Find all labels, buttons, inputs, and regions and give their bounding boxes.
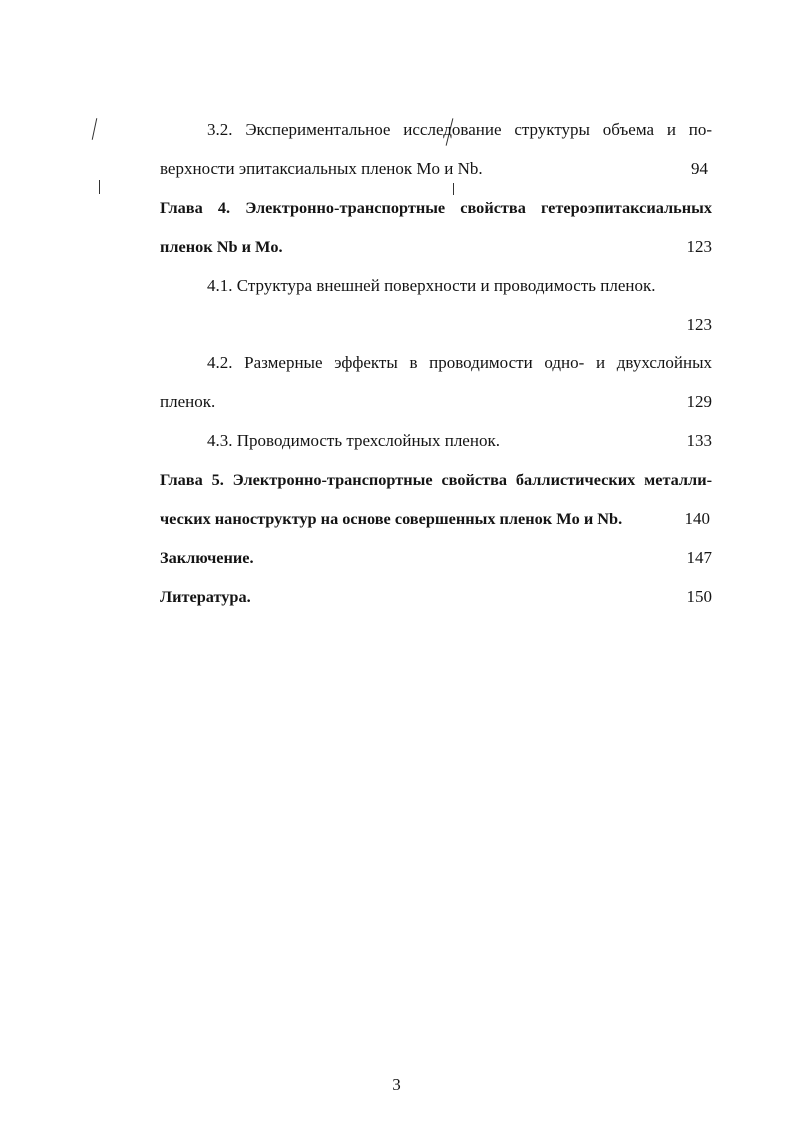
toc-entry-references: Литература. (160, 587, 251, 606)
page-number: 3 (392, 1075, 401, 1094)
toc-entry-4-2-page: 129 (686, 392, 712, 411)
toc-entry-3-2-line1: 3.2. Экспериментальное исследование структуры объема и по- (207, 120, 712, 139)
toc-entry-3-2-line2: верхности эпитаксиальных пленок Mo и Nb. (160, 159, 483, 178)
toc-entry-chapter5-line1: Глава 5. Электронно-транспортные свойства баллистических металли- (160, 470, 712, 489)
scan-artifact (99, 180, 100, 194)
toc-entry-4-2-line1: 4.2. Размерные эффекты в проводимости одно- и двухслойных (207, 353, 712, 372)
toc-entry-4-1-page: 123 (686, 315, 712, 334)
scan-artifact (453, 183, 454, 195)
toc-entry-chapter5-line2: ческих наноструктур на основе совершенных пленок Mo и Nb. (160, 509, 623, 528)
toc-entry-4-1-line1: 4.1. Структура внешней поверхности и проводимость пленок. (207, 276, 656, 295)
toc-entry-4-2-line2: пленок. (160, 392, 216, 411)
toc-entry-conclusion-page: 147 (686, 548, 712, 567)
toc-entry-chapter5-page: 140 (684, 509, 710, 528)
toc-entry-3-2-page: 94 (691, 159, 708, 178)
toc-entry-conclusion: Заключение. (160, 548, 254, 567)
toc-entry-references-page: 150 (686, 587, 712, 606)
toc-entry-chapter4-page: 123 (686, 237, 712, 256)
toc-entry-4-3-line1: 4.3. Проводимость трехслойных пленок. (207, 431, 500, 450)
toc-entry-chapter4-line1: Глава 4. Электронно-транспортные свойства гетероэпитаксиальных (160, 198, 712, 217)
toc-entry-chapter4-line2: пленок Nb и Mo. (160, 237, 283, 256)
toc-entry-4-3-page: 133 (686, 431, 712, 450)
scan-artifact (92, 118, 98, 140)
